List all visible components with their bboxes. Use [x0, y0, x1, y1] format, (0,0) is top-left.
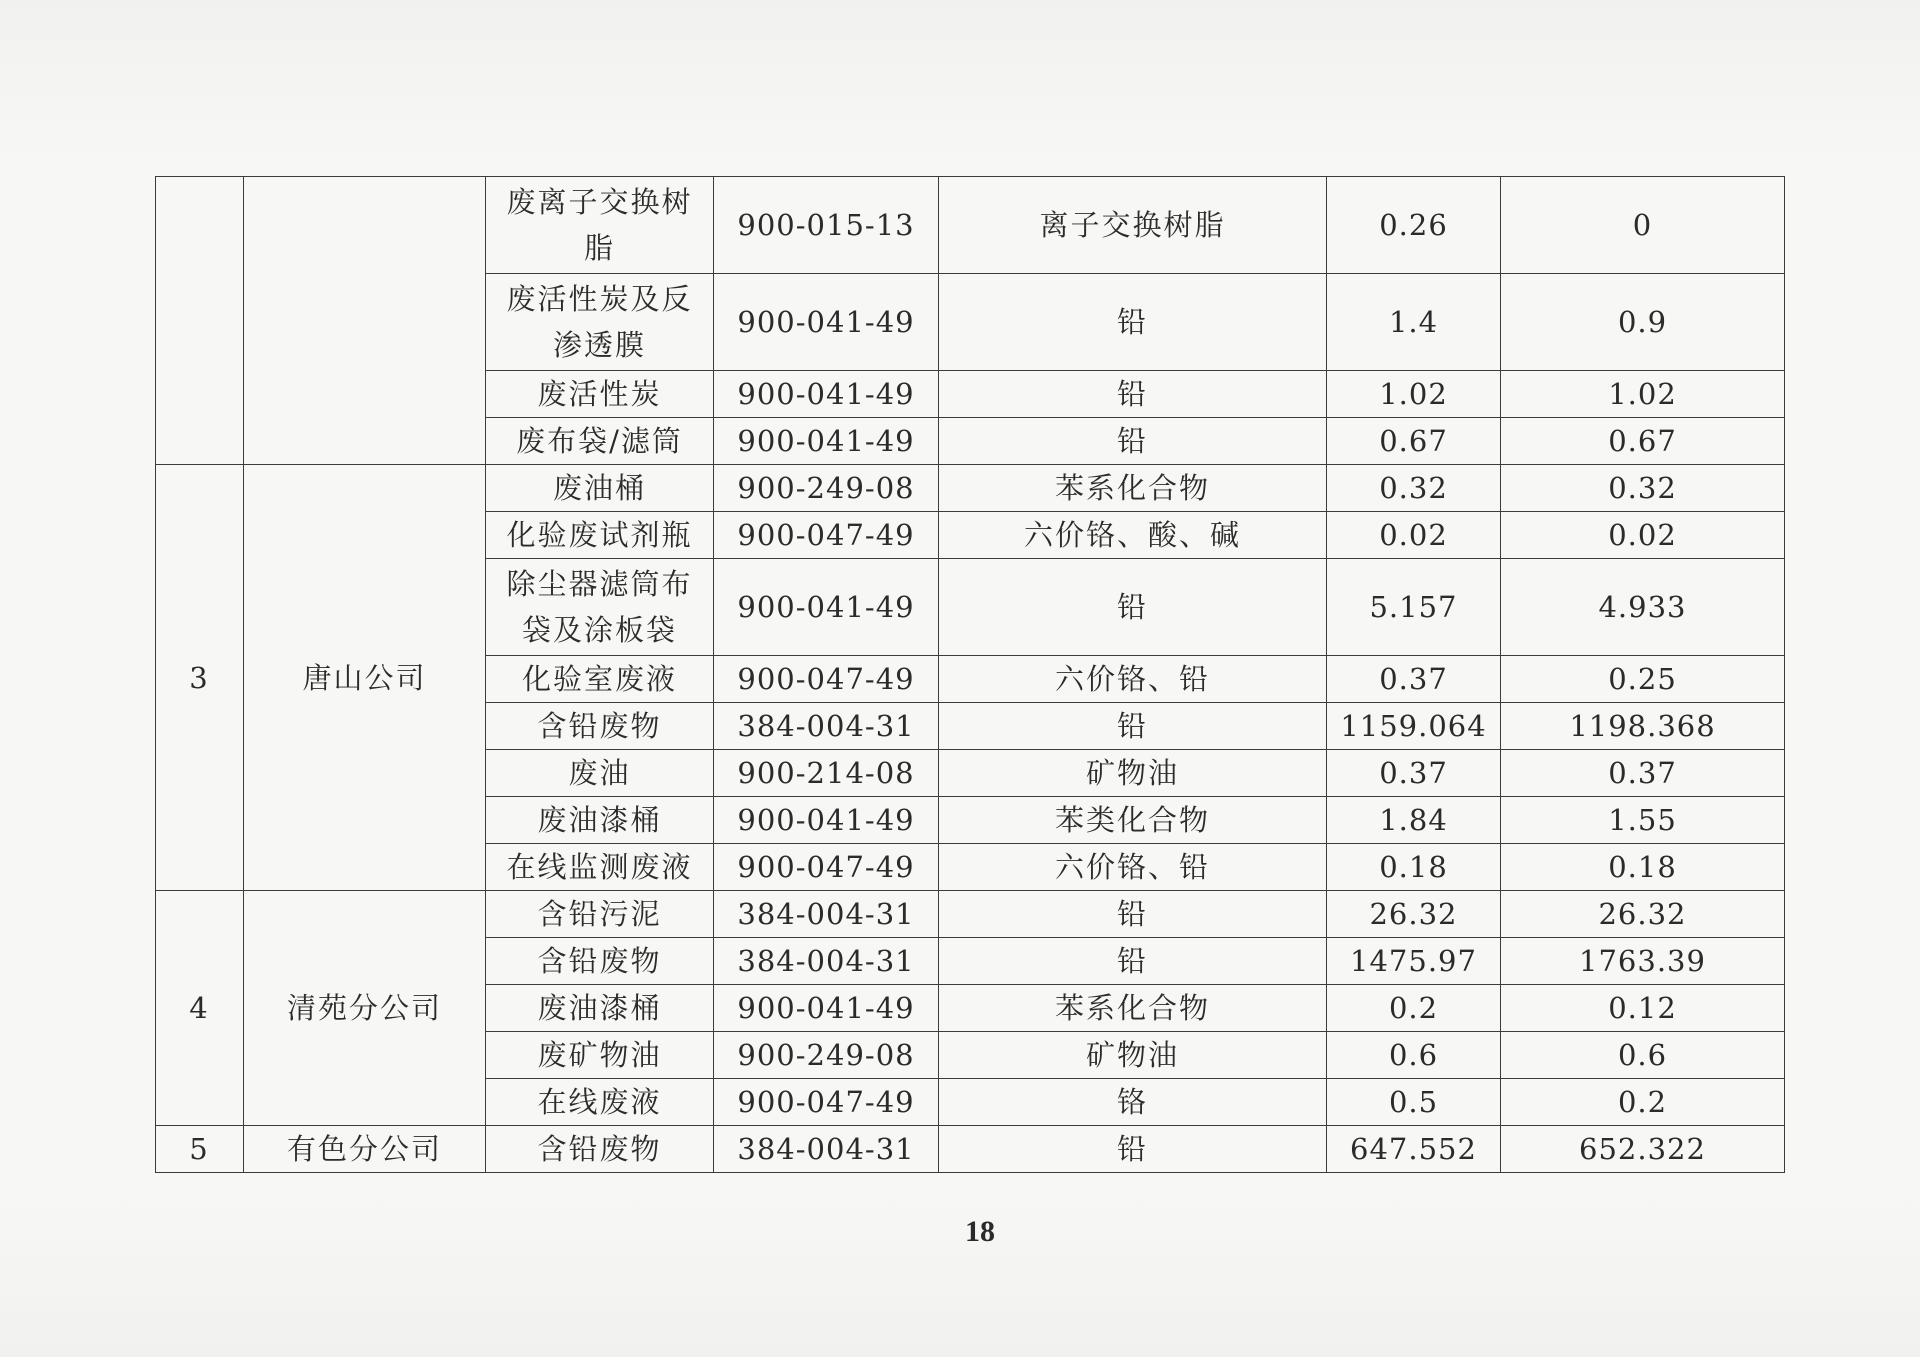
- waste-name-cell: 废油桶: [486, 465, 714, 512]
- amount-b-cell: 1.55: [1501, 797, 1785, 844]
- waste-code-cell: 900-047-49: [714, 844, 939, 891]
- waste-code-cell: 384-004-31: [714, 891, 939, 938]
- serial-number-cell: 5: [156, 1126, 244, 1173]
- amount-a-cell: 0.26: [1327, 177, 1501, 274]
- amount-a-cell: 0.37: [1327, 656, 1501, 703]
- table-row: [156, 891, 1785, 938]
- waste-name-cell: 在线废液: [486, 1079, 714, 1126]
- amount-b-cell: 0: [1501, 177, 1785, 274]
- amount-b-cell: 0.2: [1501, 1079, 1785, 1126]
- amount-a-cell: 1159.064: [1327, 703, 1501, 750]
- pollutant-cell: 铅: [939, 418, 1327, 465]
- waste-name-cell: 废布袋/滤筒: [486, 418, 714, 465]
- waste-name-cell: 除尘器滤筒布袋及涂板袋: [486, 559, 714, 656]
- waste-name-cell: 废油漆桶: [486, 985, 714, 1032]
- waste-name-cell: 废活性炭: [486, 371, 714, 418]
- amount-b-cell: 1198.368: [1501, 703, 1785, 750]
- waste-name-cell: 化验废试剂瓶: [486, 512, 714, 559]
- company-cell: 有色分公司: [244, 1126, 486, 1173]
- pollutant-cell: 苯类化合物: [939, 797, 1327, 844]
- waste-code-cell: 900-047-49: [714, 656, 939, 703]
- amount-a-cell: 0.02: [1327, 512, 1501, 559]
- amount-a-cell: 0.18: [1327, 844, 1501, 891]
- waste-code-cell: 900-249-08: [714, 1032, 939, 1079]
- serial-number-cell: 3: [156, 465, 244, 891]
- table-row: [156, 465, 1785, 512]
- table-row: [156, 1126, 1785, 1173]
- waste-code-cell: 384-004-31: [714, 703, 939, 750]
- table-body: [156, 177, 1785, 1173]
- waste-name-cell: 含铅污泥: [486, 891, 714, 938]
- waste-code-cell: 900-047-49: [714, 512, 939, 559]
- amount-b-cell: 1763.39: [1501, 938, 1785, 985]
- amount-a-cell: 0.2: [1327, 985, 1501, 1032]
- amount-a-cell: 647.552: [1327, 1126, 1501, 1173]
- waste-code-cell: 900-041-49: [714, 559, 939, 656]
- pollutant-cell: 六价铬、铅: [939, 844, 1327, 891]
- waste-name-cell: 在线监测废液: [486, 844, 714, 891]
- pollutant-cell: 铅: [939, 274, 1327, 371]
- company-cell: 唐山公司: [244, 465, 486, 891]
- waste-name-cell: 含铅废物: [486, 703, 714, 750]
- hazardous-waste-table: [155, 176, 1785, 1173]
- amount-a-cell: 0.67: [1327, 418, 1501, 465]
- waste-code-cell: 900-047-49: [714, 1079, 939, 1126]
- amount-b-cell: 26.32: [1501, 891, 1785, 938]
- waste-name-cell: 废矿物油: [486, 1032, 714, 1079]
- pollutant-cell: 矿物油: [939, 750, 1327, 797]
- serial-number-cell: 4: [156, 891, 244, 1126]
- amount-b-cell: 0.02: [1501, 512, 1785, 559]
- pollutant-cell: 六价铬、酸、碱: [939, 512, 1327, 559]
- amount-b-cell: 0.37: [1501, 750, 1785, 797]
- waste-name-cell: 化验室废液: [486, 656, 714, 703]
- amount-b-cell: 0.18: [1501, 844, 1785, 891]
- waste-code-cell: 384-004-31: [714, 1126, 939, 1173]
- waste-code-cell: 900-214-08: [714, 750, 939, 797]
- amount-b-cell: 0.32: [1501, 465, 1785, 512]
- pollutant-cell: 铅: [939, 703, 1327, 750]
- waste-name-cell: 废油: [486, 750, 714, 797]
- pollutant-cell: 离子交换树脂: [939, 177, 1327, 274]
- pollutant-cell: 铬: [939, 1079, 1327, 1126]
- waste-code-cell: 900-015-13: [714, 177, 939, 274]
- amount-a-cell: 1.02: [1327, 371, 1501, 418]
- waste-name-cell: 废离子交换树脂: [486, 177, 714, 274]
- waste-name-cell: 含铅废物: [486, 1126, 714, 1173]
- amount-a-cell: 0.5: [1327, 1079, 1501, 1126]
- pollutant-cell: 矿物油: [939, 1032, 1327, 1079]
- waste-code-cell: 900-041-49: [714, 985, 939, 1032]
- waste-code-cell: 900-041-49: [714, 274, 939, 371]
- amount-b-cell: 0.6: [1501, 1032, 1785, 1079]
- pollutant-cell: 铅: [939, 891, 1327, 938]
- amount-a-cell: 26.32: [1327, 891, 1501, 938]
- amount-b-cell: 1.02: [1501, 371, 1785, 418]
- pollutant-cell: 苯系化合物: [939, 985, 1327, 1032]
- amount-a-cell: 1.84: [1327, 797, 1501, 844]
- company-cell: [244, 177, 486, 465]
- waste-name-cell: 废油漆桶: [486, 797, 714, 844]
- waste-name-cell: 含铅废物: [486, 938, 714, 985]
- amount-a-cell: 0.6: [1327, 1032, 1501, 1079]
- page-number: 18: [965, 1215, 995, 1248]
- pollutant-cell: 苯系化合物: [939, 465, 1327, 512]
- amount-a-cell: 5.157: [1327, 559, 1501, 656]
- amount-b-cell: 0.25: [1501, 656, 1785, 703]
- waste-code-cell: 900-249-08: [714, 465, 939, 512]
- company-cell: 清苑分公司: [244, 891, 486, 1126]
- amount-b-cell: 0.67: [1501, 418, 1785, 465]
- amount-b-cell: 0.12: [1501, 985, 1785, 1032]
- waste-code-cell: 384-004-31: [714, 938, 939, 985]
- pollutant-cell: 铅: [939, 1126, 1327, 1173]
- pollutant-cell: 铅: [939, 371, 1327, 418]
- amount-a-cell: 0.37: [1327, 750, 1501, 797]
- amount-b-cell: 652.322: [1501, 1126, 1785, 1173]
- waste-code-cell: 900-041-49: [714, 371, 939, 418]
- amount-a-cell: 1475.97: [1327, 938, 1501, 985]
- pollutant-cell: 铅: [939, 559, 1327, 656]
- amount-a-cell: 0.32: [1327, 465, 1501, 512]
- amount-b-cell: 0.9: [1501, 274, 1785, 371]
- pollutant-cell: 铅: [939, 938, 1327, 985]
- waste-code-cell: 900-041-49: [714, 797, 939, 844]
- waste-code-cell: 900-041-49: [714, 418, 939, 465]
- table-row: [156, 177, 1785, 274]
- serial-number-cell: [156, 177, 244, 465]
- pollutant-cell: 六价铬、铅: [939, 656, 1327, 703]
- amount-a-cell: 1.4: [1327, 274, 1501, 371]
- waste-name-cell: 废活性炭及反渗透膜: [486, 274, 714, 371]
- amount-b-cell: 4.933: [1501, 559, 1785, 656]
